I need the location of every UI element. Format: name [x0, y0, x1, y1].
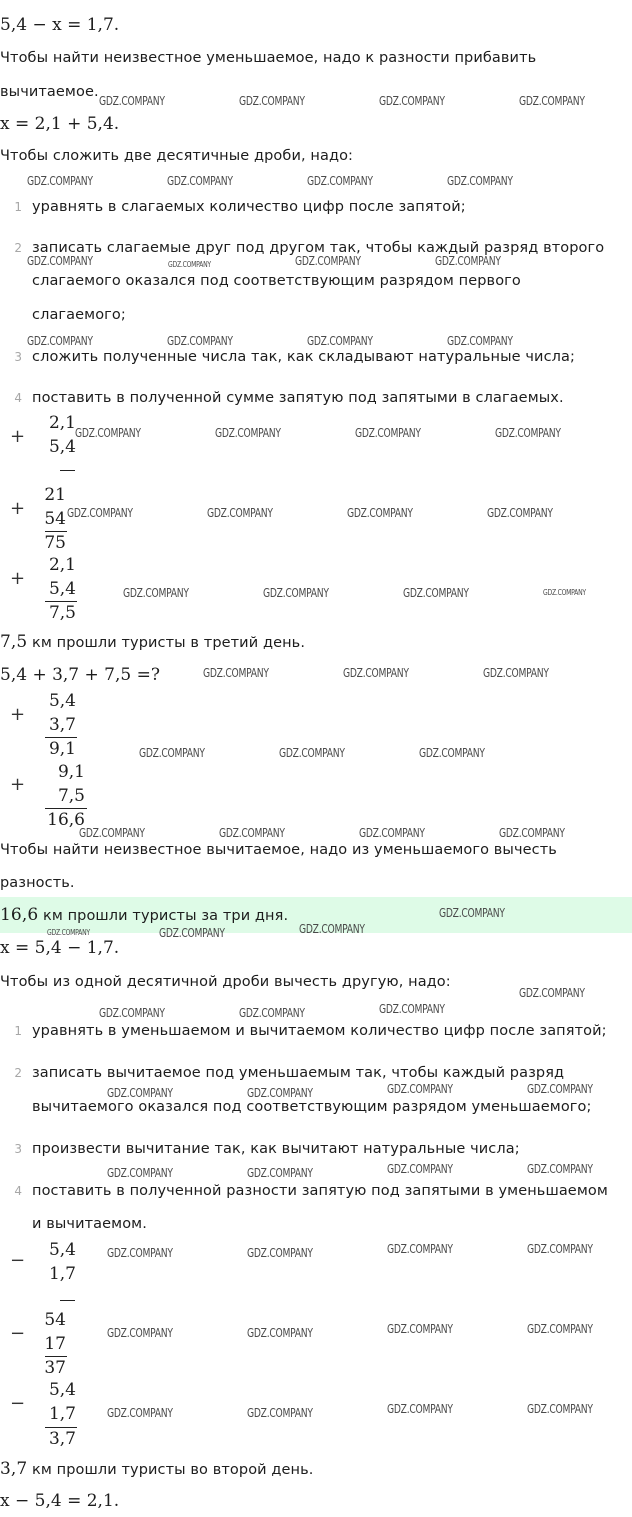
plus-sign: +	[10, 568, 26, 589]
equation-5: x − 5,4 = 2,1.	[0, 1491, 120, 1511]
calc-bottom: 17	[44, 1334, 66, 1354]
watermark-text: GDZ.COMPANY	[168, 260, 211, 269]
equation-2: x = 2,1 + 5,4.	[0, 114, 120, 134]
watermark-text: GDZ.COMPANY	[27, 174, 93, 188]
watermark-text: GDZ.COMPANY	[307, 334, 373, 348]
calc-bottom: 1,7	[48, 1404, 76, 1424]
step-number: 4	[14, 1184, 22, 1198]
answer-2-number: 16,6	[0, 905, 39, 925]
step-number: 1	[14, 200, 22, 214]
step-text: записать вычитаемое под уменьшаемым так, чтобы каждый разряд	[32, 1065, 565, 1081]
calc-line	[45, 1356, 67, 1357]
step-text-cont: слагаемого;	[32, 307, 126, 323]
watermark-text: GDZ.COMPANY	[47, 928, 90, 937]
calc-bottom: 1,7	[48, 1264, 76, 1284]
answer-3-number: 3,7	[0, 1459, 28, 1479]
step-text: поставить в полученной разности запятую под запятыми в уменьшаемом	[32, 1183, 608, 1199]
step-text-cont: вычитаемого оказался под соответствующим разрядом уменьшаемого;	[32, 1099, 592, 1115]
minus-sign: −	[10, 1393, 26, 1414]
watermark-text: GDZ.COMPANY	[247, 1166, 313, 1180]
watermark-text: GDZ.COMPANY	[499, 826, 565, 840]
calc-result: 9,1	[48, 739, 76, 759]
step-text: произвести вычитание так, как вычитают натуральные числа;	[32, 1141, 520, 1157]
watermark-text: GDZ.COMPANY	[527, 1242, 593, 1256]
watermark-text: GDZ.COMPANY	[379, 1002, 445, 1016]
watermark-text: GDZ.COMPANY	[343, 666, 409, 680]
watermark-text: GDZ.COMPANY	[519, 986, 585, 1000]
calc-top: 2,1	[48, 555, 76, 575]
watermark-text: GDZ.COMPANY	[359, 826, 425, 840]
rule-text-4: Чтобы из одной десятичной дроби вычесть другую, надо:	[0, 974, 451, 990]
calc-line	[60, 470, 75, 471]
answer-2-text: км прошли туристы за три дня.	[38, 908, 289, 924]
watermark-text: GDZ.COMPANY	[107, 1326, 173, 1340]
calc-top: 5,4	[48, 1240, 76, 1260]
step-number: 2	[14, 241, 22, 255]
calc-top: 5,4	[48, 1380, 76, 1400]
watermark-text: GDZ.COMPANY	[527, 1322, 593, 1336]
calc-line	[60, 1300, 75, 1301]
rule-text-3b: разность.	[0, 875, 75, 891]
rule-text-3a: Чтобы найти неизвестное вычитаемое, надо из уменьшаемого вычесть	[0, 842, 557, 858]
answer-2	[0, 905, 288, 926]
watermark-text: GDZ.COMPANY	[159, 926, 225, 940]
step-text: уравнять в уменьшаемом и вычитаемом количество цифр после запятой;	[32, 1023, 607, 1039]
watermark-text: GDZ.COMPANY	[387, 1402, 453, 1416]
step-number: 3	[14, 350, 22, 364]
watermark-text: GDZ.COMPANY	[527, 1402, 593, 1416]
watermark-text: GDZ.COMPANY	[27, 334, 93, 348]
watermark-text: GDZ.COMPANY	[495, 426, 561, 440]
calc-result: 37	[44, 1358, 66, 1378]
watermark-text: GDZ.COMPANY	[263, 586, 329, 600]
watermark-text: GDZ.COMPANY	[447, 174, 513, 188]
watermark-text: GDZ.COMPANY	[519, 94, 585, 108]
watermark-text: GDZ.COMPANY	[203, 666, 269, 680]
minus-sign: −	[10, 1323, 26, 1344]
watermark-text: GDZ.COMPANY	[215, 426, 281, 440]
watermark-text: GDZ.COMPANY	[387, 1322, 453, 1336]
watermark-text: GDZ.COMPANY	[403, 586, 469, 600]
watermark-text: GDZ.COMPANY	[279, 746, 345, 760]
watermark-text: GDZ.COMPANY	[99, 1006, 165, 1020]
watermark-text: GDZ.COMPANY	[447, 334, 513, 348]
watermark-text: GDZ.COMPANY	[247, 1326, 313, 1340]
rule-text-2: Чтобы сложить две десятичные дроби, надо:	[0, 148, 354, 164]
watermark-text: GDZ.COMPANY	[527, 1162, 593, 1176]
step-text: записать слагаемые друг под другом так, чтобы каждый разряд второго	[32, 240, 605, 256]
answer-3	[0, 1459, 314, 1480]
calc-line	[45, 737, 77, 738]
watermark-text: GDZ.COMPANY	[487, 506, 553, 520]
calc-top: 54	[44, 1310, 66, 1330]
plus-sign: +	[10, 704, 26, 725]
step-text-cont: и вычитаемом.	[32, 1216, 147, 1232]
watermark-text: GDZ.COMPANY	[387, 1242, 453, 1256]
watermark-text: GDZ.COMPANY	[355, 426, 421, 440]
calc-top: 21	[44, 485, 66, 505]
watermark-text: GDZ.COMPANY	[247, 1246, 313, 1260]
watermark-text: GDZ.COMPANY	[167, 334, 233, 348]
watermark-text: GDZ.COMPANY	[435, 254, 501, 268]
plus-sign: +	[10, 426, 26, 447]
watermark-text: GDZ.COMPANY	[439, 906, 505, 920]
watermark-text: GDZ.COMPANY	[99, 94, 165, 108]
equation-4: x = 5,4 − 1,7.	[0, 938, 120, 958]
watermark-text: GDZ.COMPANY	[239, 94, 305, 108]
plus-sign: +	[10, 774, 26, 795]
calc-result: 75	[44, 533, 66, 553]
step-text: сложить полученные числа так, как складывают натуральные числа;	[32, 349, 575, 365]
watermark-text: GDZ.COMPANY	[167, 174, 233, 188]
step-text-cont: слагаемого оказался под соответствующим разрядом первого	[32, 273, 521, 289]
answer-3-text: км прошли туристы во второй день.	[27, 1462, 314, 1478]
watermark-text: GDZ.COMPANY	[387, 1082, 453, 1096]
calc-line	[45, 601, 77, 602]
minus-sign: −	[10, 1250, 26, 1271]
calc-result: 16,6	[47, 810, 85, 830]
watermark-text: GDZ.COMPANY	[387, 1162, 453, 1176]
calc-line	[45, 1427, 77, 1428]
equation-1: 5,4 − x = 1,7.	[0, 15, 120, 35]
watermark-text: GDZ.COMPANY	[107, 1406, 173, 1420]
calc-result: 7,5	[48, 603, 76, 623]
watermark-text: GDZ.COMPANY	[123, 586, 189, 600]
step-number: 1	[14, 1024, 22, 1038]
plus-sign: +	[10, 498, 26, 519]
watermark-text: GDZ.COMPANY	[247, 1086, 313, 1100]
equation-3: 5,4 + 3,7 + 7,5 =?	[0, 665, 160, 685]
watermark-text: GDZ.COMPANY	[247, 1406, 313, 1420]
watermark-text: GDZ.COMPANY	[483, 666, 549, 680]
watermark-text: GDZ.COMPANY	[347, 506, 413, 520]
watermark-text: GDZ.COMPANY	[207, 506, 273, 520]
calc-top: 9,1	[57, 762, 85, 782]
watermark-text: GDZ.COMPANY	[107, 1246, 173, 1260]
answer-1	[0, 632, 305, 653]
calc-bottom: 5,4	[48, 437, 76, 457]
calc-bottom: 54	[44, 509, 66, 529]
watermark-text: GDZ.COMPANY	[67, 506, 133, 520]
watermark-text: GDZ.COMPANY	[295, 254, 361, 268]
watermark-text: GDZ.COMPANY	[219, 826, 285, 840]
step-text: уравнять в слагаемых количество цифр после запятой;	[32, 199, 466, 215]
calc-bottom: 5,4	[48, 579, 76, 599]
step-text: поставить в полученной сумме запятую под запятыми в слагаемых.	[32, 390, 564, 406]
rule-text-1a: Чтобы найти неизвестное уменьшаемое, надо к разности прибавить	[0, 50, 537, 66]
watermark-text: GDZ.COMPANY	[299, 922, 365, 936]
step-number: 2	[14, 1066, 22, 1080]
calc-top: 5,4	[48, 691, 76, 711]
watermark-text: GDZ.COMPANY	[107, 1166, 173, 1180]
rule-text-1b: вычитаемое.	[0, 84, 99, 100]
watermark-text: GDZ.COMPANY	[239, 1006, 305, 1020]
calc-line	[45, 531, 67, 532]
watermark-text: GDZ.COMPANY	[75, 426, 141, 440]
calc-line	[45, 808, 87, 809]
watermark-text: GDZ.COMPANY	[543, 588, 586, 597]
answer-1-number: 7,5	[0, 632, 28, 652]
watermark-text: GDZ.COMPANY	[107, 1086, 173, 1100]
calc-top: 2,1	[48, 413, 76, 433]
watermark-text: GDZ.COMPANY	[79, 826, 145, 840]
step-number: 3	[14, 1142, 22, 1156]
step-number: 4	[14, 391, 22, 405]
watermark-text: GDZ.COMPANY	[419, 746, 485, 760]
watermark-text: GDZ.COMPANY	[527, 1082, 593, 1096]
watermark-text: GDZ.COMPANY	[27, 254, 93, 268]
calc-result: 3,7	[48, 1429, 76, 1449]
calc-bottom: 3,7	[48, 715, 76, 735]
answer-1-text: км прошли туристы в третий день.	[27, 635, 306, 651]
calc-bottom: 7,5	[57, 786, 85, 806]
watermark-text: GDZ.COMPANY	[307, 174, 373, 188]
watermark-text: GDZ.COMPANY	[379, 94, 445, 108]
watermark-text: GDZ.COMPANY	[139, 746, 205, 760]
